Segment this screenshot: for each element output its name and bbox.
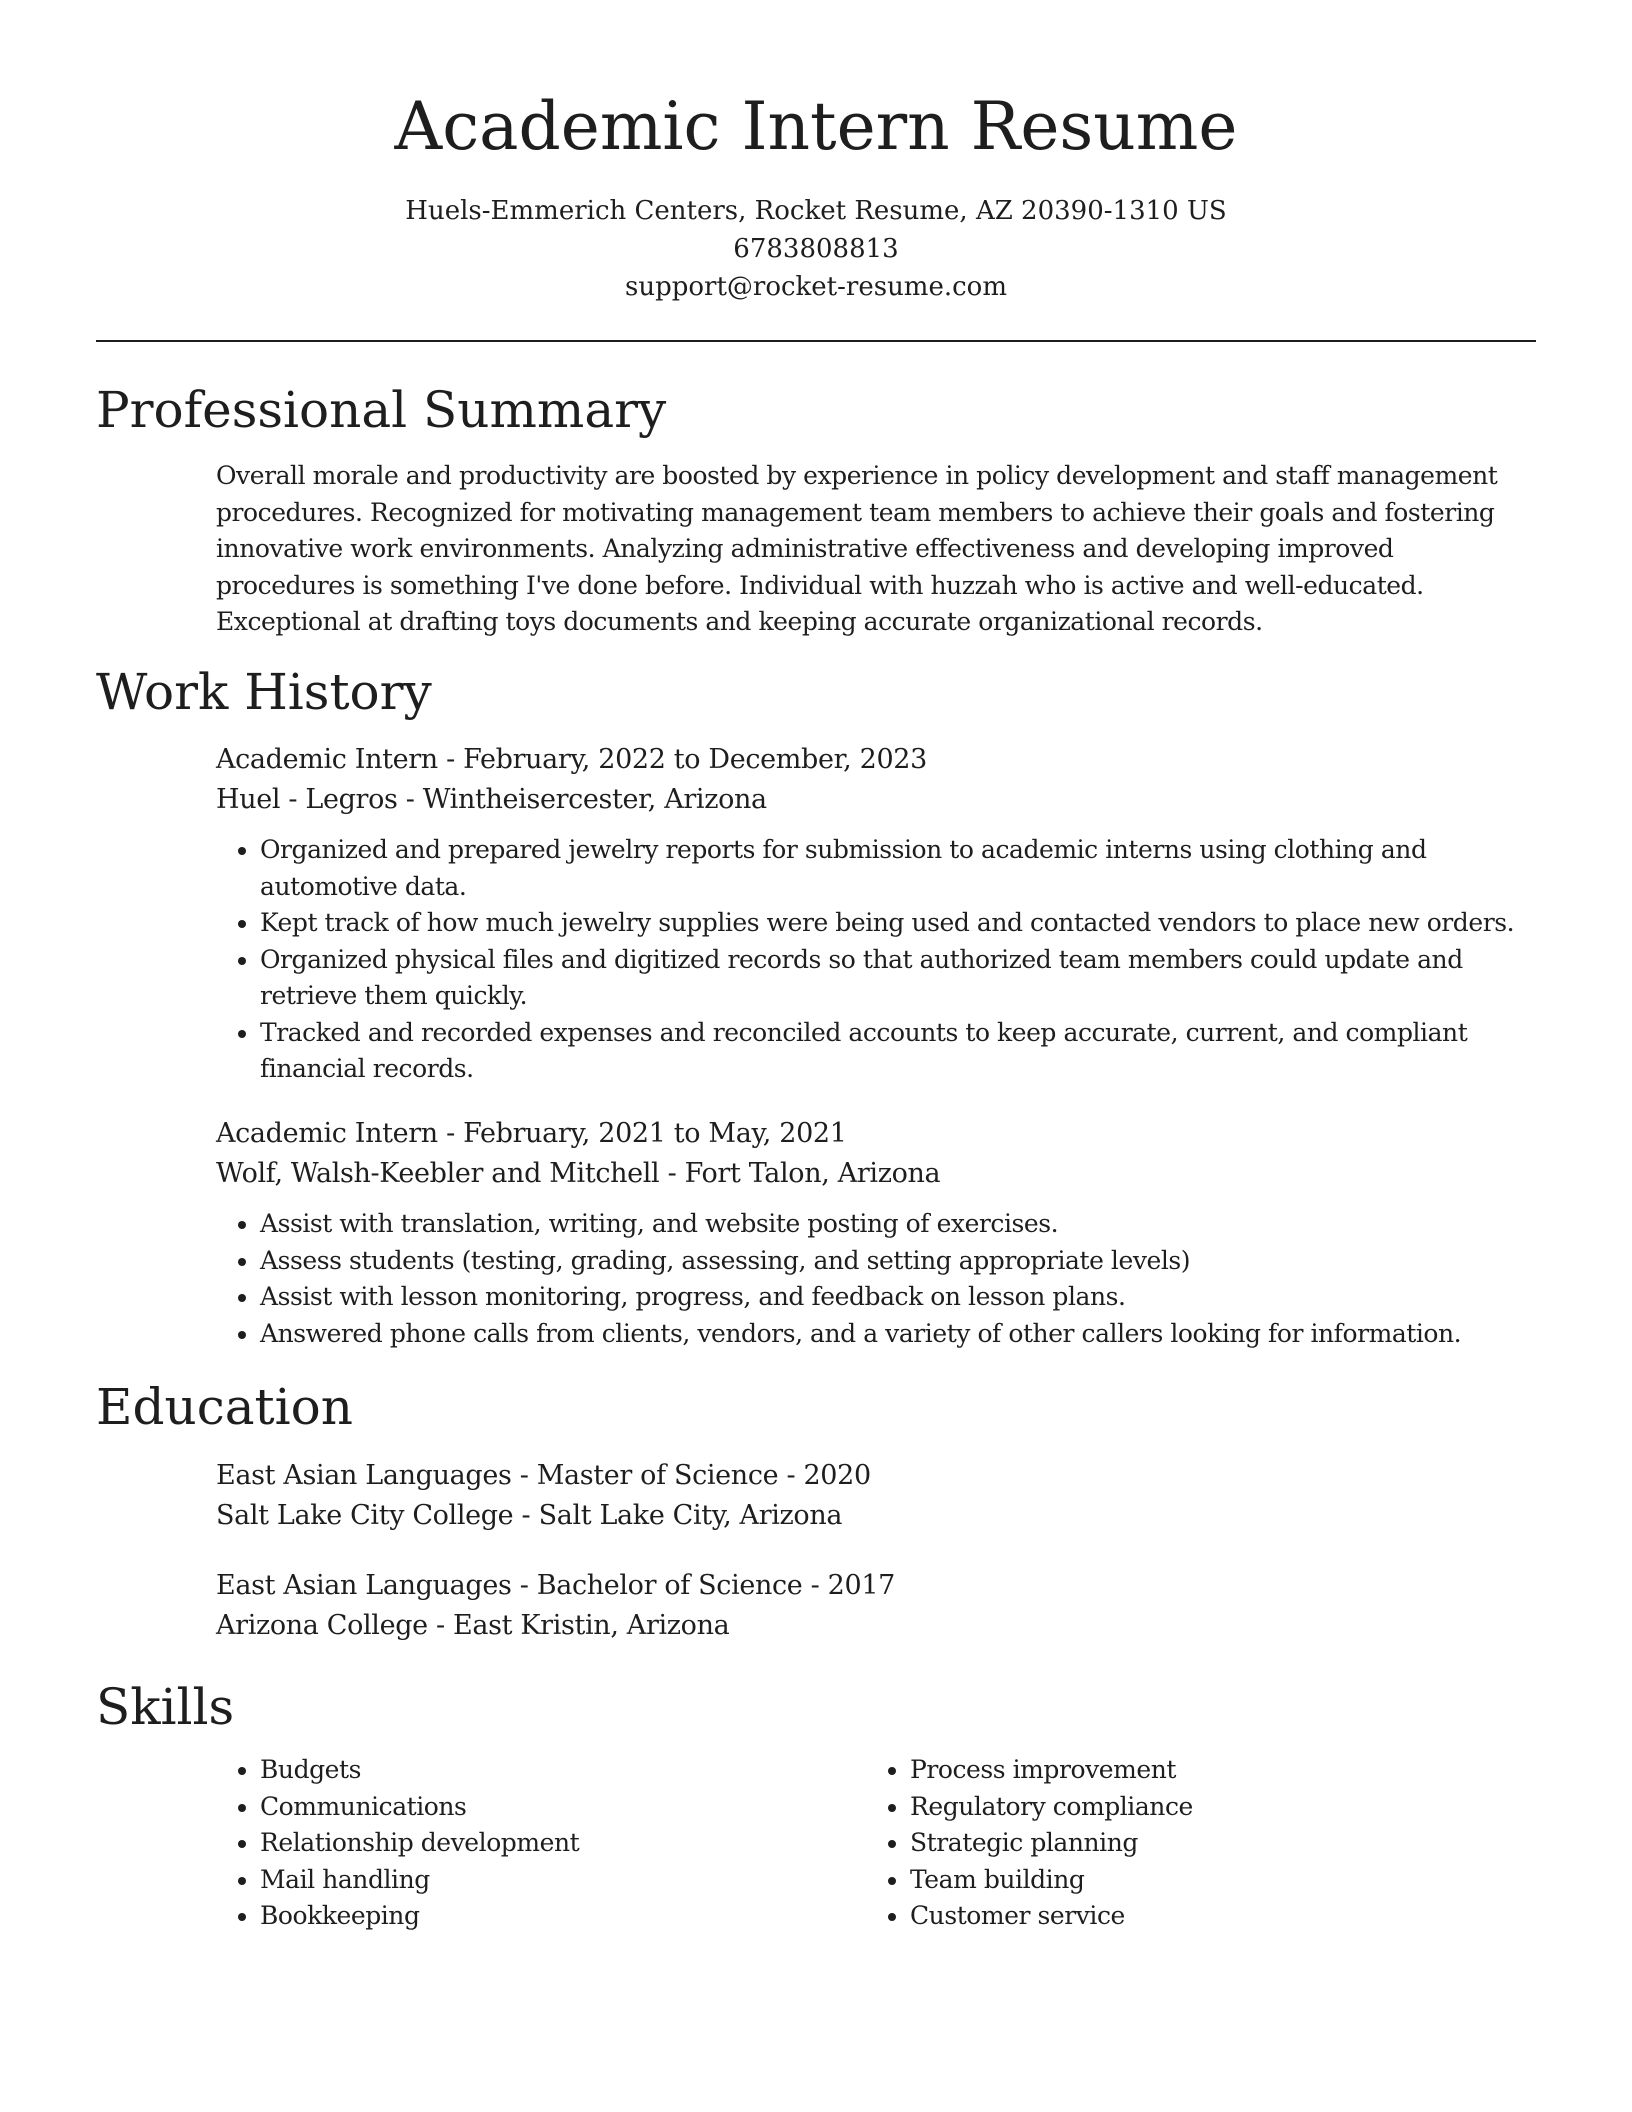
resume-header [0,0,1632,306]
job-heading [216,740,1536,780]
education-location: - Salt Lake City, Arizona [513,1500,843,1531]
list-item: • Regulatory compliance [910,1789,1506,1826]
job-company-line [216,780,1536,820]
job-heading [216,1114,1536,1154]
education-school: Salt Lake City College [216,1500,514,1531]
job-role: Academic Intern [216,1118,438,1149]
header-divider [96,340,1536,342]
job-entry [216,740,1536,1088]
education-degree: - Master of Science [511,1460,779,1491]
education-year: - 2020 [778,1460,871,1491]
section-title-summary: Professional Summary [96,381,667,439]
education-school: Arizona College [216,1610,428,1641]
job-bullets [216,832,1536,1088]
list-item: • Communications [260,1789,856,1826]
list-item: • Assess students (testing, grading, assessing, and setting appropriate levels) [260,1243,1536,1280]
list-item: • Customer service [910,1898,1506,1935]
list-item: • Relationship development [260,1825,856,1862]
section-title-work: Work History [96,663,432,721]
education-school-line [216,1606,1536,1646]
education-degree: - Bachelor of Science [511,1570,803,1601]
summary-text: Overall morale and productivity are boosted by experience in policy development and staff management procedures. Recognized for motivating management team members to achieve their goals and fostering innovative work environments. Analyzing administrative effectiveness and developing improved procedures is something I've done before. Individual with huzzah who is active and well-educated. Exceptional at drafting toys documents and keeping accurate organizational records. [216,461,1498,636]
job-company: Wolf, Walsh-Keebler and Mitchell [216,1158,660,1189]
education-field: East Asian Languages [216,1570,512,1601]
email: support@rocket-resume.com [624,272,1007,302]
education-school-line [216,1496,1536,1536]
job-role: Academic Intern [216,744,438,775]
education-location: - East Kristin, Arizona [427,1610,730,1641]
list-item: • Assist with translation, writing, and website posting of exercises. [260,1206,1536,1243]
list-item: • Assist with lesson monitoring, progress, and feedback on lesson plans. [260,1279,1536,1316]
job-dates: - February, 2022 to December, 2023 [437,744,927,775]
list-item: • Answered phone calls from clients, vendors, and a variety of other callers looking for information. [260,1316,1536,1353]
job-dates: - February, 2021 to May, 2021 [437,1118,847,1149]
list-item: • Bookkeeping [260,1898,856,1935]
education-heading [216,1456,1536,1496]
job-location: - Wintheisercester, Arizona [397,784,767,815]
job-company-line [216,1154,1536,1194]
job-location: - Fort Talon, Arizona [659,1158,941,1189]
list-item: • Organized physical files and digitized records so that authorized team members could update and retrieve them quickly. [260,942,1536,1015]
education-year: - 2017 [802,1570,895,1601]
address: Huels-Emmerich Centers, Rocket Resume, AZ 20390-1310 US [405,196,1227,226]
list-item: • Budgets [260,1752,856,1789]
list-item: • Mail handling [260,1862,856,1899]
section-title-education: Education [96,1378,353,1436]
section-title-skills: Skills [96,1678,235,1736]
list-item: • Organized and prepared jewelry reports for submission to academic interns using clothing and automotive data. [260,832,1536,905]
job-company: Huel - Legros [216,784,398,815]
job-entry [216,1114,1536,1352]
skills-column-right [866,1752,1506,1935]
skills-list [216,1752,856,1935]
skills-list [866,1752,1506,1935]
phone: 6783808813 [733,234,899,264]
list-item: • Tracked and recorded expenses and reconciled accounts to keep accurate, current, and compliant financial records. [260,1015,1536,1088]
resume-title: Academic Intern Resume [394,88,1238,165]
education-field: East Asian Languages [216,1460,512,1491]
summary-block [216,458,1536,641]
list-item: • Team building [910,1862,1506,1899]
contact-info [0,192,1632,306]
list-item: • Strategic planning [910,1825,1506,1862]
education-heading [216,1566,1536,1606]
job-bullets [216,1206,1536,1352]
list-item: • Kept track of how much jewelry supplies were being used and contacted vendors to place new orders. [260,905,1536,942]
skills-column-left [216,1752,856,1935]
education-entry [216,1456,1536,1536]
list-item: • Process improvement [910,1752,1506,1789]
education-entry [216,1566,1536,1646]
